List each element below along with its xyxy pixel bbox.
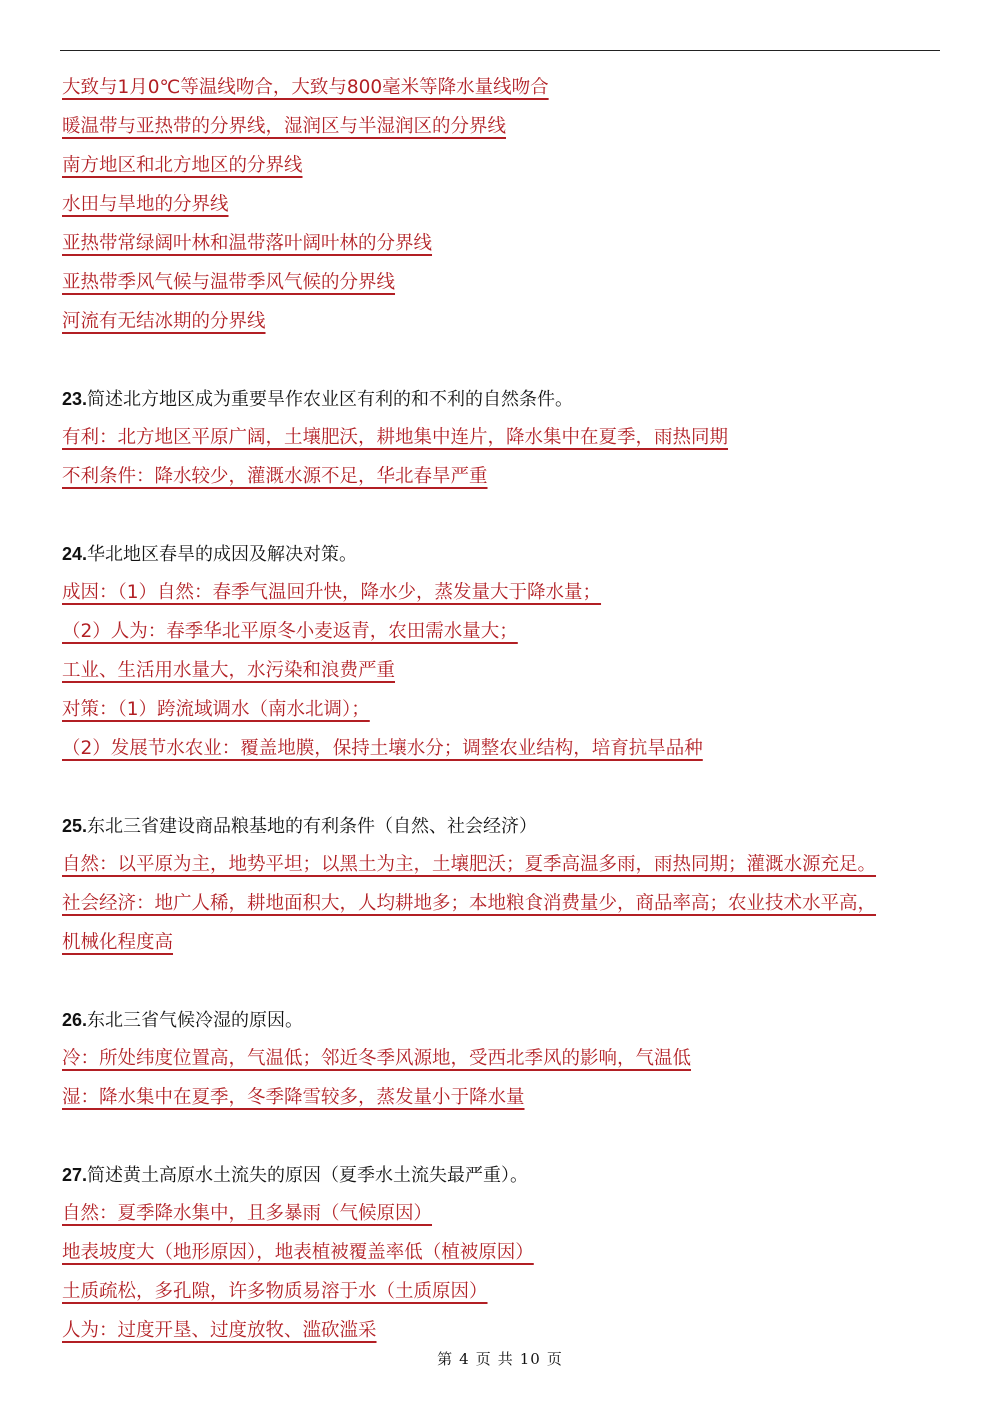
question-27 <box>62 1159 942 1198</box>
answer-line: （2）发展节水农业：覆盖地膜，保持土壤水分；调整农业结构，培育抗旱品种 <box>62 738 703 759</box>
footer-word: 页 <box>475 1350 492 1368</box>
footer-word: 页 <box>546 1350 563 1368</box>
footer-word: 共 <box>497 1350 514 1368</box>
answer-line: 自然：以平原为主，地势平坦；以黑土为主，土壤肥沃；夏季高温多雨，雨热同期；灌溉水源充足。 <box>62 854 877 875</box>
question-number: 24. <box>62 544 88 564</box>
answer-line: 不利条件：降水较少，灌溉水源不足，华北春旱严重 <box>62 466 488 487</box>
answer-line: 冷：所处纬度位置高，气温低；邻近冬季风源地，受西北季风的影响，气温低 <box>62 1048 692 1069</box>
question-number: 26. <box>62 1010 88 1030</box>
header-rule <box>60 50 940 51</box>
answer-line: 地表坡度大（地形原因），地表植被覆盖率低（植被原因） <box>62 1242 534 1263</box>
answer-line: 人为：过度开垦、过度放牧、滥砍滥采 <box>62 1320 377 1341</box>
question-23 <box>62 383 942 422</box>
answer-line: 有利：北方地区平原广阔，土壤肥沃，耕地集中连片，降水集中在夏季，雨热同期 <box>62 427 729 448</box>
answer-line: 对策：（1）跨流域调水（南水北调）； <box>62 699 370 720</box>
question-25 <box>62 810 942 849</box>
answer-line: 南方地区和北方地区的分界线 <box>62 155 303 176</box>
question-26 <box>62 1004 942 1043</box>
question-text: 简述北方地区成为重要旱作农业区有利的和不利的自然条件。 <box>87 389 574 410</box>
answer-line: 土质疏松，多孔隙，许多物质易溶于水（土质原因） <box>62 1281 488 1302</box>
answer-line: 自然：夏季降水集中，且多暴雨（气候原因） <box>62 1203 433 1224</box>
question-number: 27. <box>62 1165 88 1185</box>
answer-line: 成因：（1）自然：春季气温回升快，降水少，蒸发量大于降水量； <box>62 582 602 603</box>
question-24 <box>62 538 942 577</box>
question-text: 东北三省气候冷湿的原因。 <box>87 1010 304 1031</box>
current-page-number: 4 <box>459 1350 470 1368</box>
question-text: 简述黄土高原水土流失的原因（夏季水土流失最严重）。 <box>87 1165 529 1186</box>
question-text: 东北三省建设商品粮基地的有利条件（自然、社会经济） <box>87 816 538 837</box>
answer-line: 大致与1月0℃等温线吻合，大致与800毫米等降水量线吻合 <box>62 77 549 98</box>
page-footer <box>0 1348 1000 1369</box>
question-number: 23. <box>62 389 88 409</box>
answer-line: 社会经济：地广人稀，耕地面积大，人均耕地多；本地粮食消费量少，商品率高；农业技术水平高， <box>62 893 877 914</box>
answer-line: 河流有无结冰期的分界线 <box>62 311 266 332</box>
answer-line: 亚热带常绿阔叶林和温带落叶阔叶林的分界线 <box>62 233 433 254</box>
answer-line: 水田与旱地的分界线 <box>62 194 229 215</box>
question-number: 25. <box>62 816 88 836</box>
question-text: 华北地区春旱的成因及解决对策。 <box>87 544 358 565</box>
answer-line: 机械化程度高 <box>62 932 174 953</box>
total-page-number: 10 <box>519 1350 541 1368</box>
answer-line: 工业、生活用水量大，水污染和浪费严重 <box>62 660 396 681</box>
page-content <box>62 72 942 1354</box>
answer-line: （2）人为：春季华北平原冬小麦返青，农田需水量大； <box>62 621 518 642</box>
answer-line: 暖温带与亚热带的分界线，湿润区与半湿润区的分界线 <box>62 116 507 137</box>
answer-line: 湿：降水集中在夏季，冬季降雪较多，蒸发量小于降水量 <box>62 1087 525 1108</box>
answer-line: 亚热带季风气候与温带季风气候的分界线 <box>62 272 396 293</box>
footer-word: 第 <box>437 1350 454 1368</box>
